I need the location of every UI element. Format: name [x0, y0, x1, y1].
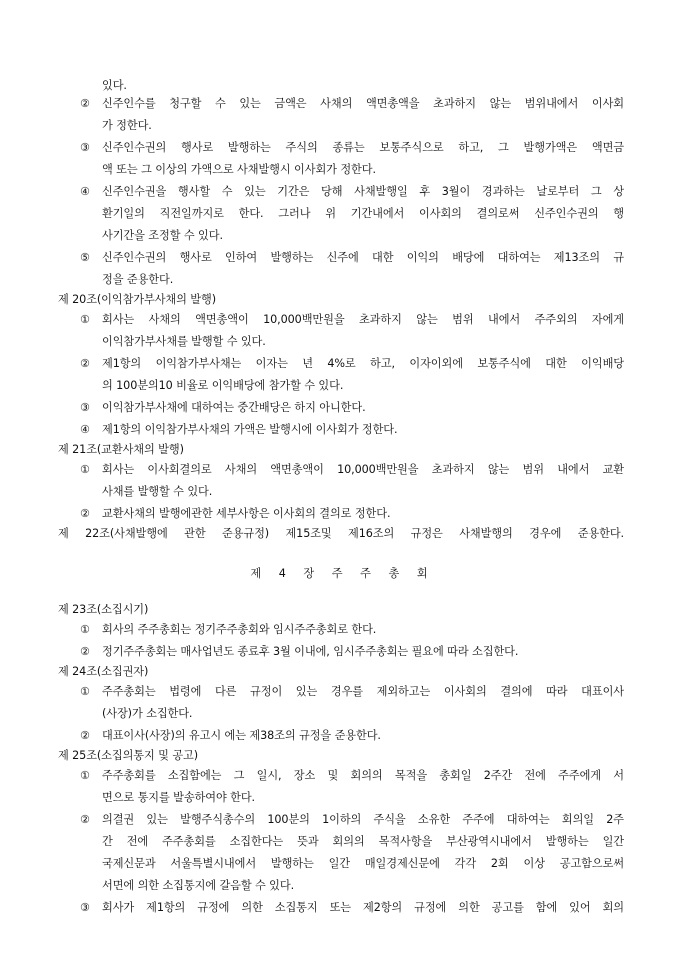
item-number: ④	[80, 423, 90, 436]
item-number: ②	[80, 507, 90, 520]
item-text: 면으로 통지를 발송하여야 한다.	[102, 791, 256, 804]
item-text: 제1항의 이익참가부사채는 이자는 년 4%로 하고, 이자이외에 보통주식에 대한 이익배당	[102, 357, 624, 370]
item-number: ③	[80, 901, 90, 914]
item-text: 의결권 있는 발행주식총수의 100분의 1이하의 주식을 소유한 주주에 대하여는 회의일 2주	[102, 813, 624, 826]
item-text: 정기주주총회는 매사업년도 종료후 3월 이내에, 임시주주총회는 필요에 따라 소집한다.	[102, 645, 519, 658]
article-title: 제 24조(소집권자)	[58, 665, 149, 678]
item-text: 가 정한다.	[102, 119, 152, 132]
item-text: 사채를 발행할 수 있다.	[102, 485, 213, 498]
item-number: ①	[80, 623, 90, 636]
item-number: ②	[80, 813, 90, 826]
article-title: 제 25조(소집의통지 및 공고)	[58, 749, 199, 762]
item-text: 신주인수권의 행사로 발행하는 주식의 종류는 보통주식으로 하고, 그 발행가액은 액면금	[102, 141, 624, 154]
item-text: 회사가 제1항의 규정에 의한 소집통지 또는 제2항의 규정에 의한 공고를 함에 있어 회의	[102, 901, 624, 914]
item-text: 이익참가부사채에 대하여는 중간배당은 하지 아니한다.	[102, 401, 366, 414]
item-text: 회사는 이사회결의로 사채의 액면총액이 10,000백만원을 초과하지 않는 범위 내에서 교환	[102, 463, 624, 476]
item-number: ②	[80, 645, 90, 658]
article-title: 제 22조(사채발행에 관한 준용규정) 제15조및 제16조의 규정은 사채발행의 경우에 준용한다.	[58, 527, 624, 540]
item-number: ③	[80, 401, 90, 414]
article-title: 제 21조(교환사채의 발행)	[58, 443, 184, 456]
item-text: 신주인수권의 행사로 인하여 발행하는 신주에 대한 이익의 배당에 대하여는 제13조의 규	[102, 251, 624, 264]
item-text: 사기간을 조정할 수 있다.	[102, 229, 223, 242]
item-text: 교환사채의 발행에관한 세부사항은 이사회의 결의로 정한다.	[102, 507, 391, 520]
item-text: 주주총회를 소집함에는 그 일시, 장소 및 회의의 목적을 총회일 2주간 전에 주주에게 서	[102, 769, 624, 782]
item-text: 제1항의 이익참가부사채의 가액은 발행시에 이사회가 정한다.	[102, 423, 398, 436]
item-text: 의 100분의10 비율로 이익배당에 참가할 수 있다.	[102, 379, 344, 392]
chapter-heading: 제 4 장 주 주 총 회	[250, 567, 430, 580]
item-text: 서면에 의한 소집통지에 갈음할 수 있다.	[102, 879, 295, 892]
item-text: 액 또는 그 이상의 가액으로 사채발행시 이사회가 정한다.	[102, 163, 376, 176]
item-text: 정을 준용한다.	[102, 273, 174, 286]
item-text: 환기일의 직전일까지로 한다. 그러나 위 기간내에서 이사회의 결의로써 신주인수권의 행	[102, 207, 624, 220]
item-number: ⑤	[80, 251, 90, 264]
item-text: 국제신문과 서울특별시내에서 발행하는 일간 매일경제신문에 각각 2회 이상 공고함으로써	[102, 857, 624, 870]
continued-line: 있다.	[102, 79, 127, 92]
item-text: 회사는 사채의 액면총액이 10,000백만원을 초과하지 않는 범위 내에서 주주외의 자에게	[102, 313, 624, 326]
item-text: 대표이사(사장)의 유고시 에는 제38조의 규정을 준용한다.	[102, 729, 381, 742]
item-text: 간 전에 주주총회를 소집한다는 뜻과 회의의 목적사항을 부산광역시내에서 발행하는 일간	[102, 835, 624, 848]
item-text: 회사의 주주총회는 정기주주총회와 임시주주총회로 한다.	[102, 623, 377, 636]
item-number: ②	[80, 357, 90, 370]
item-number: ①	[80, 313, 90, 326]
item-number: ①	[80, 685, 90, 698]
item-number: ④	[80, 185, 90, 198]
item-text: 신주인수권을 행사할 수 있는 기간은 당해 사채발행일 후 3월이 경과하는 날로부터 그 상	[102, 185, 624, 198]
article-title: 제 23조(소집시기)	[58, 603, 149, 616]
article-title: 제 20조(이익참가부사채의 발행)	[58, 293, 216, 306]
item-text: 신주인수를 청구할 수 있는 금액은 사채의 액면총액을 초과하지 않는 범위내에서 이사회	[102, 97, 624, 110]
item-number: ③	[80, 141, 90, 154]
item-text: 주주총회는 법령에 다른 규정이 있는 경우를 제외하고는 이사회의 결의에 따라 대표이사	[102, 685, 624, 698]
item-number: ①	[80, 769, 90, 782]
item-number: ①	[80, 463, 90, 476]
item-number: ②	[80, 97, 90, 110]
item-number: ②	[80, 729, 90, 742]
item-text: 이익참가부사채를 발행할 수 있다.	[102, 335, 266, 348]
item-text: (사장)가 소집한다.	[102, 707, 193, 720]
